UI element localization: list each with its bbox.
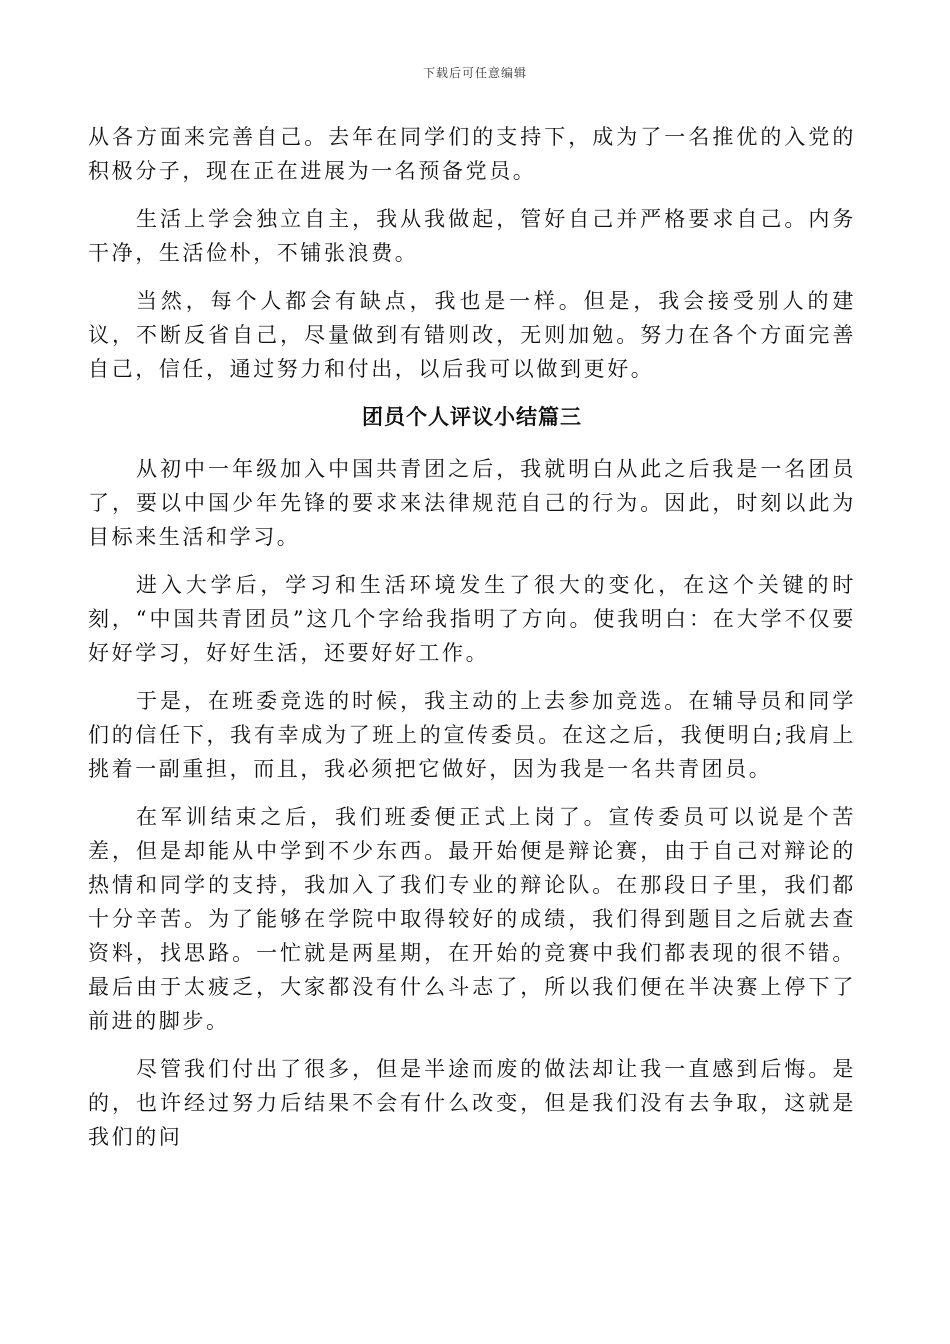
paragraph: 从各方面来完善自己。去年在同学们的支持下，成为了一名推优的入党的积极分子，现在正在进展为一名预备党员。 xyxy=(88,125,856,183)
paragraph: 于是，在班委竞选的时候，我主动的上去参加竞选。在辅导员和同学们的信任下，我有幸成为了班上的宣传委员。在这之后，我便明白;我肩上挑着一副重担，而且，我必须把它做好，因为我是一名共青团员。 xyxy=(88,689,856,781)
paragraph: 进入大学后，学习和生活环境发生了很大的变化，在这个关键的时刻，“中国共青团员”这几个字给我指明了方向。使我明白：在大学不仅要好好学习，好好生活，还要好好工作。 xyxy=(88,573,856,665)
document-body xyxy=(88,120,856,1168)
header-note: 下载后可任意编辑 xyxy=(422,66,527,80)
paragraph: 尽管我们付出了很多，但是半途而废的做法却让我一直感到后悔。是的，也许经过努力后结果不会有什么改变，但是我们没有去争取，这就是我们的问 xyxy=(88,1057,856,1149)
paragraph: 当然，每个人都会有缺点，我也是一样。但是，我会接受别人的建议，不断反省自己，尽量做到有错则改，无则加勉。努力在各个方面完善自己，信任，通过努力和付出，以后我可以做到更好。 xyxy=(88,289,856,381)
paragraph: 生活上学会独立自主，我从我做起，管好自己并严格要求自己。内务干净，生活俭朴，不铺张浪费。 xyxy=(88,207,856,265)
paragraph: 从初中一年级加入中国共青团之后，我就明白从此之后我是一名团员了，要以中国少年先锋的要求来法律规范自己的行为。因此，时刻以此为目标来生活和学习。 xyxy=(88,457,856,549)
section-title: 团员个人评议小结篇三 xyxy=(362,405,582,429)
paragraph: 在军训结束之后，我们班委便正式上岗了。宣传委员可以说是个苦差，但是却能从中学到不少东西。最开始便是辩论赛，由于自己对辩论的热情和同学的支持，我加入了我们专业的辩论队。在那段日子里，我们都十分辛苦。为了能够在学院中取得较好的成绩，我们得到题目之后就去查资料，找思路。一忙就是两星期，在开始的竞赛中我们都表现的很不错。最后由于太疲乏，大家都没有什么斗志了，所以我们便在半决赛上停下了前进的脚步。 xyxy=(88,805,856,1033)
